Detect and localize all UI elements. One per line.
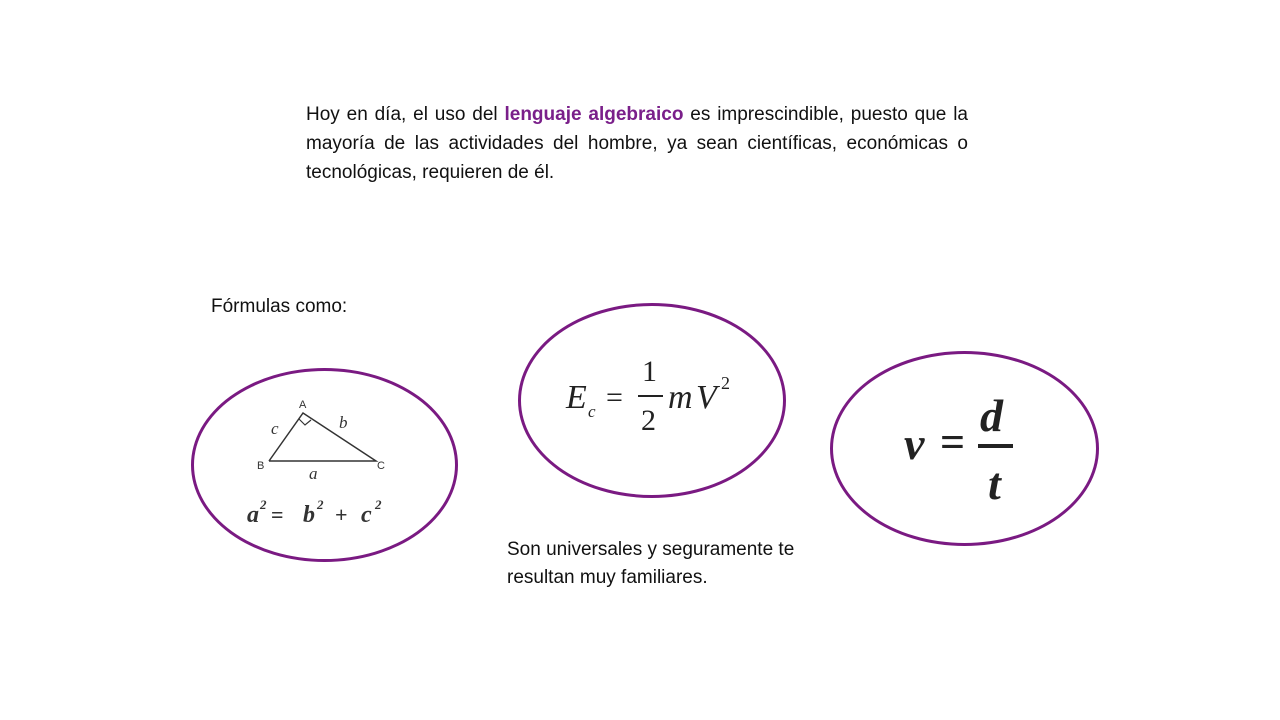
fraction-denominator: 2	[641, 404, 656, 437]
eq-exp-1: 2	[260, 497, 267, 512]
right-angle-mark	[299, 419, 311, 425]
energy-subscript: c	[588, 402, 596, 421]
eq-exp-2: 2	[317, 497, 324, 512]
fraction-numerator: 1	[642, 355, 657, 388]
vertex-c-label: C	[377, 460, 385, 472]
vertex-b-label: B	[257, 460, 265, 472]
velocity-symbol: V	[696, 379, 717, 416]
intro-paragraph	[306, 100, 968, 187]
pythagoras-figure	[191, 368, 458, 562]
velocity-exponent: 2	[721, 373, 730, 393]
intro-text-part1: Hoy en día, el uso del	[306, 104, 505, 125]
equals-sign: =	[606, 381, 623, 414]
distance-symbol: d	[980, 390, 1003, 441]
eq-equals: =	[271, 502, 284, 527]
pythagoras-ellipse	[191, 368, 458, 562]
side-b-label: b	[339, 413, 348, 432]
closing-text: Son universales y seguramente te resultan muy familiares.	[507, 539, 795, 588]
pythagoras-equation	[247, 497, 382, 528]
kinetic-energy-formula	[518, 303, 786, 498]
energy-symbol: E	[566, 379, 587, 416]
side-c-label: c	[271, 419, 279, 438]
eq-exp-3: 2	[375, 497, 382, 512]
algebraic-language-highlight: lenguaje algebraico	[504, 104, 684, 125]
v-symbol: v	[904, 418, 925, 469]
kinetic-energy-ellipse	[518, 303, 786, 498]
mass-symbol: m	[668, 379, 693, 416]
triangle-shape	[269, 413, 376, 461]
intro-text-part2: es imprescindible, puesto que la mayoría de las actividades del hombre, ya sean científicas, económicas o tecnológicas, requieren de él.	[306, 104, 968, 183]
side-a-label: a	[309, 464, 318, 483]
velocity-ellipse	[830, 351, 1099, 546]
eq-lhs-a: a	[247, 502, 259, 528]
eq-b: b	[303, 502, 315, 528]
velocity-formula	[830, 351, 1099, 546]
eq-c: c	[361, 502, 372, 528]
eq-plus: +	[335, 502, 348, 527]
formulas-label: Fórmulas como:	[211, 296, 348, 317]
vertex-a-label: A	[299, 399, 307, 411]
time-symbol: t	[988, 458, 1001, 509]
equals-sign: =	[940, 418, 966, 467]
